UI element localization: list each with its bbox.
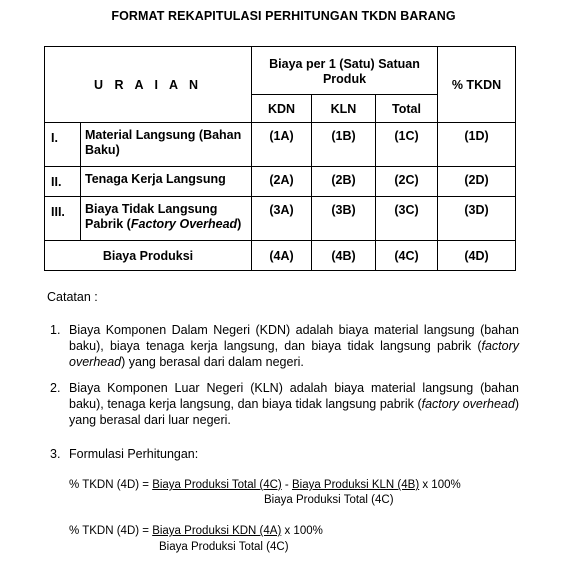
total-header: Total: [376, 95, 438, 123]
formula-2-numerator: % TKDN (4D) = Biaya Produksi KDN (4A) x 100%: [69, 525, 323, 537]
note-text: Biaya Komponen Luar Negeri (KLN) adalah biaya material langsung (bahan baku), tenaga kerja langsung, dan biaya tidak langsung pabrik (factory overhead) yang berasal dari luar negeri.: [69, 381, 519, 427]
table-row: [45, 167, 516, 197]
row-number: II.: [45, 167, 81, 197]
value-cell: (2D): [438, 167, 516, 197]
value-cell: (3A): [252, 197, 312, 241]
total-label: Biaya Produksi: [45, 241, 252, 271]
value-cell: (4A): [252, 241, 312, 271]
value-cell: (2B): [312, 167, 376, 197]
uraian-header: U R A I A N: [45, 47, 252, 123]
value-cell: (3B): [312, 197, 376, 241]
tkdn-header: % TKDN: [438, 47, 516, 123]
value-cell: (3D): [438, 197, 516, 241]
row-description: Tenaga Kerja Langsung: [81, 167, 252, 197]
table-row: [45, 123, 516, 167]
row-number: III.: [45, 197, 81, 241]
formula-1-denominator: Biaya Produksi Total (4C): [264, 494, 394, 506]
kdn-header: KDN: [252, 95, 312, 123]
rekap-table: [44, 46, 516, 271]
value-cell: (4B): [312, 241, 376, 271]
biaya-header: Biaya per 1 (Satu) Satuan Produk: [252, 47, 438, 95]
value-cell: (4D): [438, 241, 516, 271]
kln-header: KLN: [312, 95, 376, 123]
total-row: [45, 241, 516, 271]
note-number: 1.: [50, 323, 61, 337]
value-cell: (1A): [252, 123, 312, 167]
row-description: Biaya Tidak Langsung Pabrik (Factory Overhead): [81, 197, 252, 241]
value-cell: (4C): [376, 241, 438, 271]
catatan-label: Catatan :: [47, 290, 98, 304]
value-cell: (2C): [376, 167, 438, 197]
note-item: [47, 380, 517, 430]
value-cell: (1B): [312, 123, 376, 167]
table-row: [45, 197, 516, 241]
formula-1-numerator: % TKDN (4D) = Biaya Produksi Total (4C) - Biaya Produksi KLN (4B) x 100%: [69, 479, 461, 491]
note-item: [47, 322, 517, 372]
value-cell: (1C): [376, 123, 438, 167]
note-item: [47, 446, 517, 464]
row-number: I.: [45, 123, 81, 167]
note-number: 3.: [50, 447, 61, 461]
document-title: FORMAT REKAPITULASI PERHITUNGAN TKDN BARANG: [111, 9, 456, 23]
note-text: Biaya Komponen Dalam Negeri (KDN) adalah biaya material langsung (bahan baku), biaya tenaga kerja langsung, dan biaya tidak langsung pabrik (factory overhead) yang berasal dari dalam negeri.: [69, 323, 519, 369]
formula-2-denominator: Biaya Produksi Total (4C): [159, 541, 289, 553]
value-cell: (1D): [438, 123, 516, 167]
note-number: 2.: [50, 381, 61, 395]
value-cell: (2A): [252, 167, 312, 197]
note-text: Formulasi Perhitungan:: [69, 447, 199, 461]
value-cell: (3C): [376, 197, 438, 241]
row-description: Material Langsung (Bahan Baku): [81, 123, 252, 167]
